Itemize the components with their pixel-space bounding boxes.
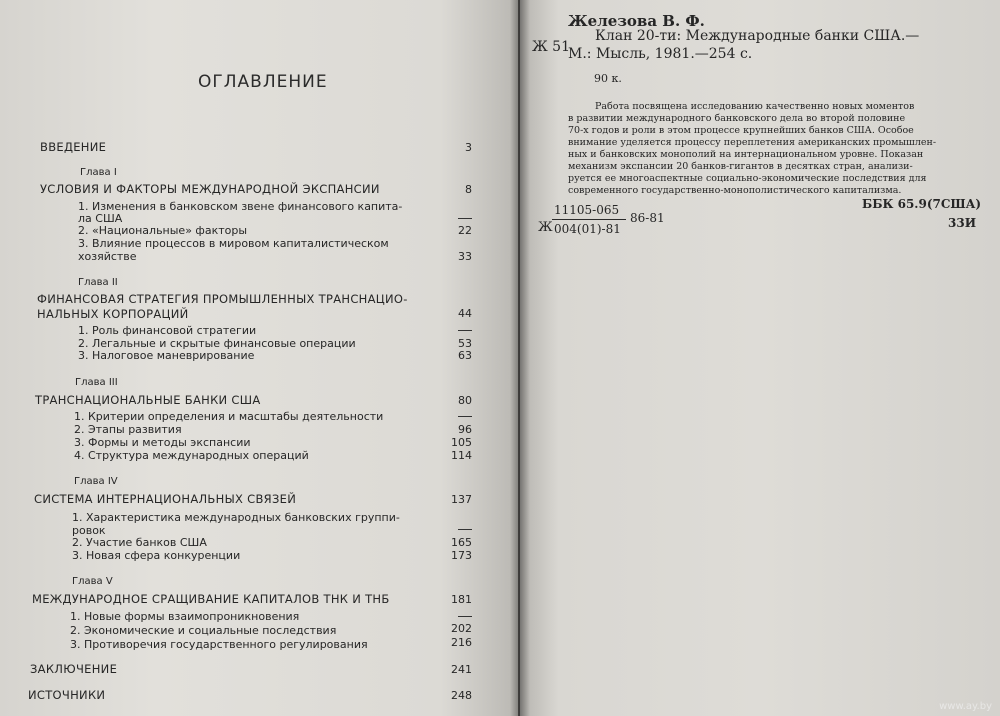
abstract-line: в развитии международного банковского дела во второй половине — [568, 113, 906, 124]
toc-item: 3. Формы и методы экспансии — [74, 436, 251, 449]
bbk-code-2: 33И — [948, 216, 977, 230]
chapter-heading: Глава II — [78, 277, 118, 288]
toc-page: 114 — [451, 449, 472, 462]
card-pub-line: М.: Мысль, 1981.—254 с. — [568, 46, 753, 62]
book-gutter — [510, 0, 530, 716]
card-author: Железова В. Ф. — [568, 12, 705, 30]
toc-dash — [458, 416, 472, 417]
chapter-heading: Глава IV — [74, 476, 118, 487]
toc-page: 181 — [451, 593, 472, 606]
toc-page: 165 — [451, 536, 472, 549]
toc-item: 4. Структура международных операций — [74, 449, 309, 462]
toc-page: 173 — [451, 549, 472, 562]
toc-item: 3. Противоречия государственного регулирования — [70, 638, 368, 651]
card-code: Ж 51 — [532, 39, 570, 55]
abstract-line: руется ее многоаспектные социально-экономические последствия для — [568, 173, 927, 184]
abstract-line: ных и банковских монополий на интернациональном уровне. Показан — [568, 149, 924, 160]
toc-page: 44 — [458, 307, 472, 320]
abstract-line: 70-х годов и роли в этом процессе крупнейших банков США. Особое — [568, 125, 914, 136]
card-title-line: Клан 20-ти: Международные банки США.— — [595, 28, 920, 44]
chapter-title: ТРАНСНАЦИОНАЛЬНЫЕ БАНКИ США — [35, 393, 261, 407]
toc-item: ла США — [78, 212, 123, 225]
toc-page: 8 — [465, 183, 472, 196]
fraction-line — [552, 219, 626, 220]
toc-item: ровок — [72, 524, 106, 537]
toc-page: 63 — [458, 349, 472, 362]
bbk-code: ББК 65.9(7США) — [862, 197, 982, 211]
toc-title: ОГЛАВЛЕНИЕ — [198, 72, 328, 92]
chapter-title: НАЛЬНЫХ КОРПОРАЦИЙ — [37, 307, 189, 321]
toc-item: 2. Легальные и скрытые финансовые операции — [78, 337, 356, 350]
right-page — [520, 0, 1000, 716]
chapter-heading: Глава I — [80, 167, 117, 178]
toc-item: 1. Изменения в банковском звене финансового капита- — [78, 200, 403, 213]
toc-item: 2. «Национальные» факторы — [78, 224, 248, 237]
toc-page: 137 — [451, 493, 472, 506]
toc-page: 202 — [451, 622, 472, 635]
chapter-heading: Глава III — [75, 377, 118, 388]
toc-item: 1. Новые формы взаимопроникновения — [70, 610, 300, 623]
toc-intro: ВВЕДЕНИЕ — [40, 140, 107, 154]
toc-page: 22 — [458, 224, 472, 237]
toc-page: 105 — [451, 436, 472, 449]
chapter-title: ФИНАНСОВАЯ СТРАТЕГИЯ ПРОМЫШЛЕННЫХ ТРАНСНАЦИО- — [37, 292, 408, 306]
abstract-line: внимание уделяется процессу переплетения американских промышлен- — [568, 137, 937, 148]
toc-page: 3 — [465, 141, 472, 154]
toc-page: 241 — [451, 663, 472, 676]
toc-item: 3. Налоговое маневрирование — [78, 349, 255, 362]
toc-dash — [458, 330, 472, 331]
toc-page: 80 — [458, 394, 472, 407]
toc-item: хозяйстве — [78, 250, 137, 263]
toc-page: 248 — [451, 689, 472, 702]
toc-sources: ИСТОЧНИКИ — [28, 688, 106, 702]
toc-item: 1. Характеристика международных банковских группи- — [72, 511, 400, 524]
toc-page: 96 — [458, 423, 472, 436]
index-letter: Ж — [538, 220, 553, 235]
toc-page: 53 — [458, 337, 472, 350]
index-tail: 86-81 — [630, 211, 665, 225]
abstract-line: механизм экспансии 20 банков-гигантов в десятках стран, анализи- — [568, 161, 913, 172]
toc-dash — [458, 616, 472, 617]
toc-dash — [458, 218, 472, 219]
chapter-heading: Глава V — [72, 576, 113, 587]
chapter-title: СИСТЕМА ИНТЕРНАЦИОНАЛЬНЫХ СВЯЗЕЙ — [34, 492, 297, 506]
toc-item: 2. Участие банков США — [72, 536, 207, 549]
abstract-line: Работа посвящена исследованию качественно новых моментов — [595, 101, 915, 112]
toc-dash — [458, 529, 472, 530]
card-price: 90 к. — [594, 72, 622, 85]
toc-item: 1. Критерии определения и масштабы деятельности — [74, 410, 384, 423]
toc-page: 216 — [451, 636, 472, 649]
abstract-line: современного государственно-монополистического капитализма. — [568, 185, 902, 196]
toc-conclusion: ЗАКЛЮЧЕНИЕ — [30, 662, 118, 676]
watermark: www.ay.by — [939, 701, 992, 712]
chapter-title: МЕЖДУНАРОДНОЕ СРАЩИВАНИЕ КАПИТАЛОВ ТНК И ТНБ — [32, 592, 390, 606]
toc-item: 1. Роль финансовой стратегии — [78, 324, 257, 337]
chapter-title: УСЛОВИЯ И ФАКТОРЫ МЕЖДУНАРОДНОЙ ЭКСПАНСИИ — [40, 182, 380, 196]
toc-page: 33 — [458, 250, 472, 263]
toc-item: 2. Этапы развития — [74, 423, 182, 436]
toc-item: 2. Экономические и социальные последствия — [70, 624, 337, 637]
toc-item: 3. Влияние процессов в мировом капиталистическом — [78, 237, 389, 250]
toc-item: 3. Новая сфера конкуренции — [72, 549, 241, 562]
index-bottom: 004(01)-81 — [554, 222, 621, 236]
index-top: 11105-065 — [554, 203, 620, 217]
